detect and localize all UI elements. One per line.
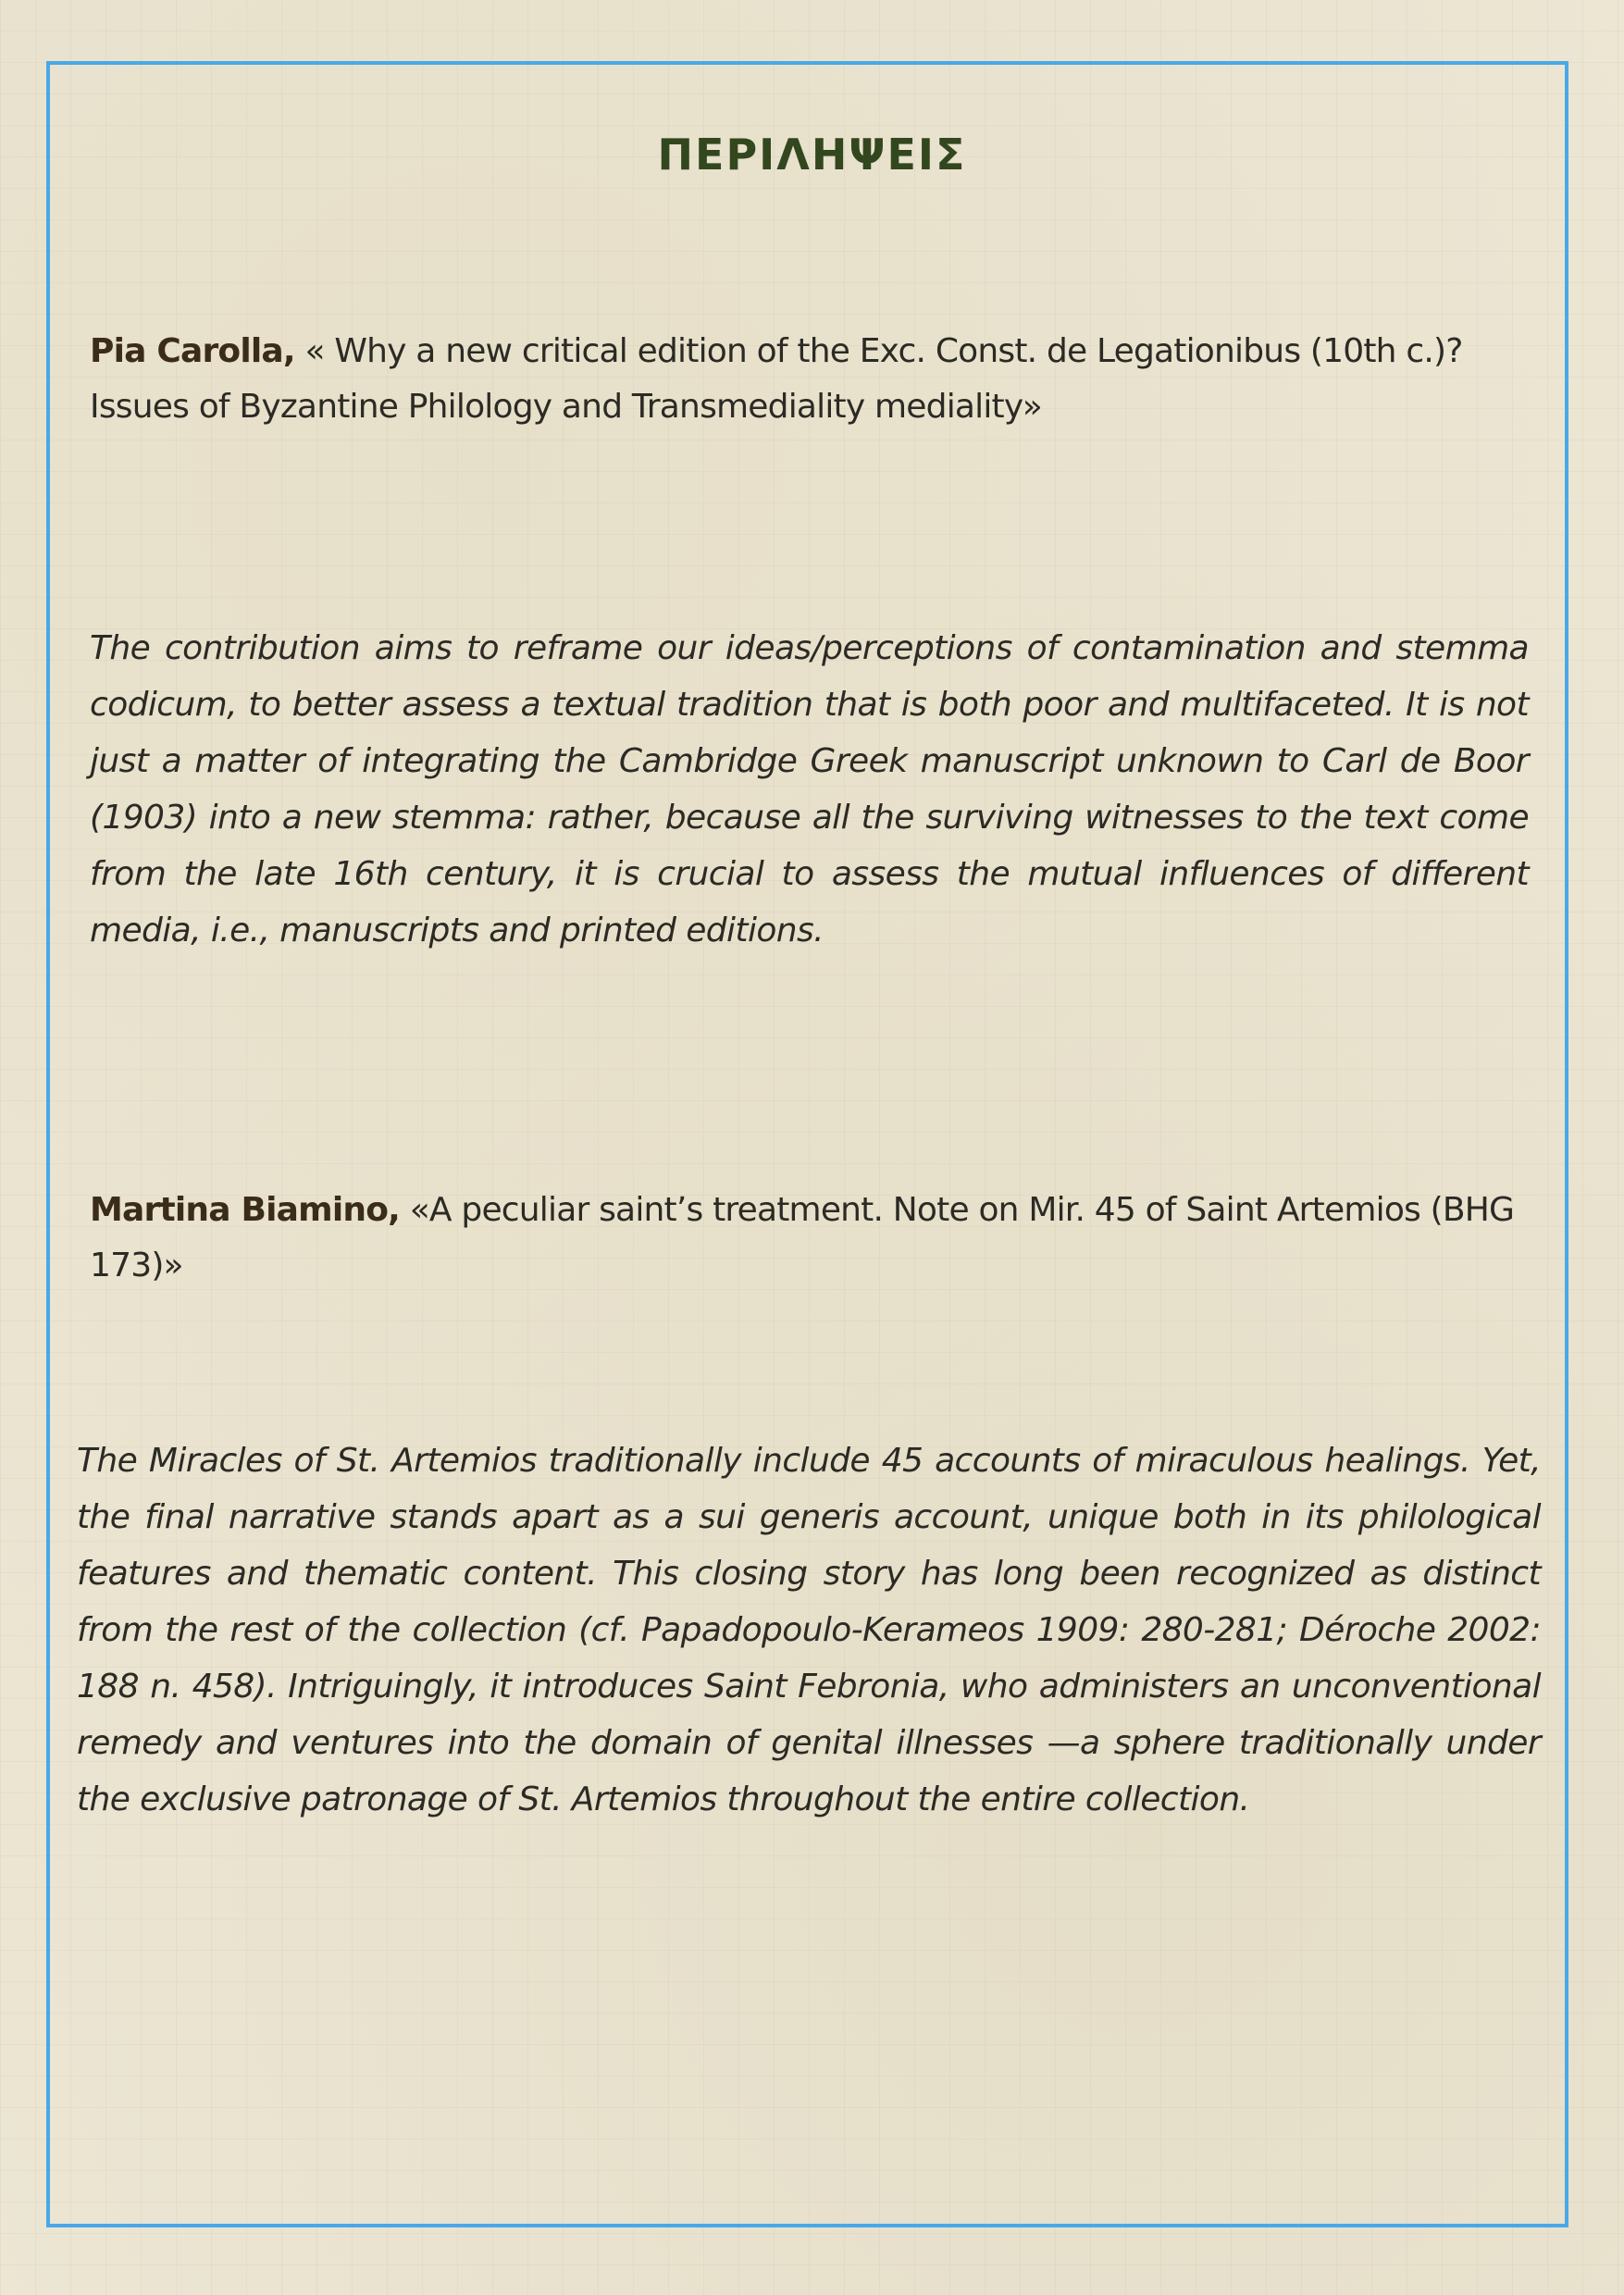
entry-abstract-biamino: The Miracles of St. Artemios traditionally include 45 accounts of miraculous healings. Yet, the final narrative stands apart as a sui generis account, unique both in its philological features and thematic content. This closing story has long been recognized as distinct from the rest of the collection (cf. Papadopoulo-Kerameos 1909: 280-281; Déroche 2002: 188 n. 458). Intriguingly, it introduces Saint Febronia, who administers an unconventional remedy and ventures into the domain of genital illnesses —a sphere traditionally under the exclusive patronage of St. Artemios throughout the entire collection. (77, 1442, 1541, 1818)
entry-author: Martina Biamino, (90, 1191, 401, 1229)
entry-title-carolla (90, 324, 1533, 435)
entry-title-text: « Why a new critical edition of the Exc. Const. de Legationibus (10th c.)? Issues of Byzantine Philology and Transmediality mediality» (90, 332, 1463, 426)
entry-title-biamino (90, 1183, 1533, 1294)
entry-abstract-carolla: The contribution aims to reframe our ideas/perceptions of contamination and stemma codicum, to better assess a textual tradition that is both poor and multifaceted. It is not just a matter of integrating the Cambridge Greek manuscript unknown to Carl de Boor (1903) into a new stemma: rather, because all the surviving witnesses to the text come from the late 16th century, it is crucial to assess the mutual influences of different media, i.e., manuscripts and printed editions. (90, 629, 1529, 949)
entry-author: Pia Carolla, (90, 332, 295, 370)
page-title: ΠΕΡΙΛΗΨΕΙΣ (657, 130, 967, 180)
entry-title-text: «A peculiar saint’s treatment. Note on Mir. 45 of Saint Artemios (BHG 173)» (90, 1191, 1515, 1284)
